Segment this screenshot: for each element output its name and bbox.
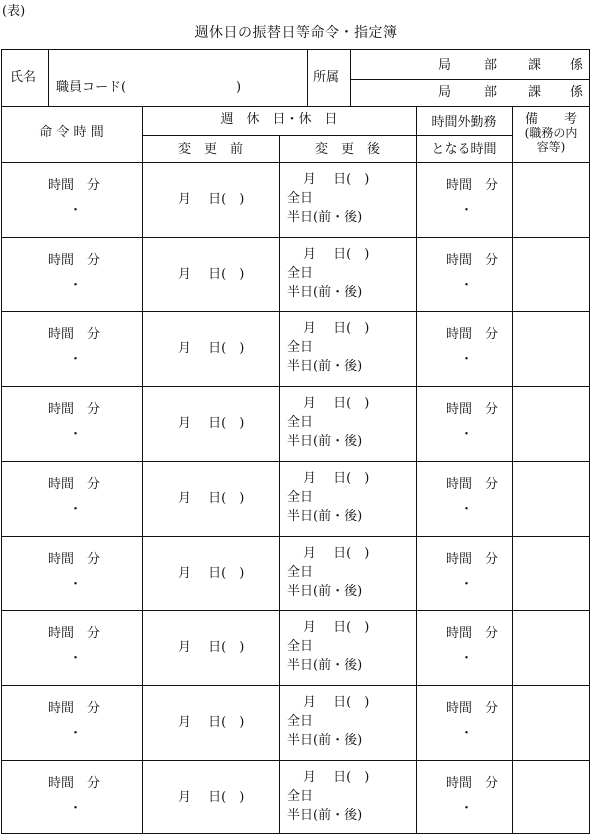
row-divider	[1, 386, 590, 387]
row-divider	[1, 536, 590, 537]
after-date-cell[interactable]: 月 日( )	[303, 321, 370, 337]
dept-unit-1: 係	[570, 58, 584, 73]
overtime-cell[interactable]: 時間 分	[446, 252, 499, 268]
after-full-day[interactable]: 全日	[287, 415, 314, 431]
col-divider-4	[512, 106, 513, 834]
name-label-divider	[48, 49, 49, 106]
form-title: 週休日の振替日等命令・指定簿	[194, 25, 398, 41]
dept-division-2: 部	[484, 85, 498, 100]
before-date-cell[interactable]: 月 日( )	[178, 565, 245, 581]
dept-section-2: 課	[528, 85, 542, 100]
after-date-cell[interactable]: 月 日( )	[303, 396, 370, 412]
overtime-cell[interactable]: 時間 分	[446, 700, 499, 716]
order-time-dot[interactable]: ・	[69, 800, 83, 816]
dept-unit-2: 係	[570, 85, 584, 100]
overtime-dot[interactable]: ・	[460, 352, 474, 368]
row-divider	[1, 461, 590, 462]
before-date-cell[interactable]: 月 日( )	[178, 789, 245, 805]
after-full-day[interactable]: 全日	[287, 564, 314, 580]
order-time-dot[interactable]: ・	[69, 427, 83, 443]
order-time-header: 命 令 時 間	[39, 125, 104, 140]
overtime-cell[interactable]: 時間 分	[446, 402, 499, 418]
order-time-cell[interactable]: 時間 分	[48, 626, 101, 642]
before-date-cell[interactable]: 月 日( )	[178, 416, 245, 432]
before-date-cell[interactable]: 月 日( )	[178, 192, 245, 207]
order-time-dot[interactable]: ・	[69, 203, 83, 218]
remarks-subheader-1: (職務の内	[524, 126, 578, 140]
order-time-cell[interactable]: 時間 分	[48, 700, 101, 716]
order-time-cell[interactable]: 時間 分	[48, 551, 101, 567]
row-divider	[1, 237, 590, 238]
overtime-dot[interactable]: ・	[460, 277, 474, 293]
row-divider	[1, 760, 590, 761]
after-date-cell[interactable]: 月 日( )	[303, 246, 370, 262]
overtime-header-line1: 時間外勤務	[431, 115, 497, 130]
overtime-cell[interactable]: 時間 分	[446, 626, 499, 642]
after-full-day[interactable]: 全日	[287, 265, 314, 281]
holiday-subheader-line	[142, 135, 416, 136]
overtime-dot[interactable]: ・	[460, 203, 474, 218]
after-full-day[interactable]: 全日	[287, 340, 314, 356]
after-half-day[interactable]: 半日(前・後)	[287, 434, 363, 450]
after-full-day[interactable]: 全日	[287, 713, 314, 729]
affiliation-label: 所属	[313, 70, 340, 85]
staff-code-close: )	[236, 80, 242, 95]
dept-bureau-2: 局	[438, 85, 452, 100]
row-divider	[1, 685, 590, 686]
after-date-cell[interactable]: 月 日( )	[303, 545, 370, 561]
col-divider-2	[279, 135, 280, 834]
order-time-dot[interactable]: ・	[69, 725, 83, 741]
overtime-dot[interactable]: ・	[460, 725, 474, 741]
row-divider	[1, 610, 590, 611]
order-time-cell[interactable]: 時間 分	[48, 252, 101, 268]
overtime-dot[interactable]: ・	[460, 501, 474, 517]
overtime-cell[interactable]: 時間 分	[446, 327, 499, 343]
order-time-cell[interactable]: 時間 分	[48, 178, 101, 193]
overtime-dot[interactable]: ・	[460, 651, 474, 667]
after-date-cell[interactable]: 月 日( )	[303, 620, 370, 636]
col-divider-3	[416, 106, 417, 834]
after-half-day[interactable]: 半日(前・後)	[287, 732, 363, 748]
after-change-header: 変 更 後	[314, 142, 380, 157]
overtime-cell[interactable]: 時間 分	[446, 775, 499, 791]
overtime-header-line2: となる時間	[431, 142, 497, 157]
row-divider	[1, 311, 590, 312]
after-full-day[interactable]: 全日	[287, 639, 314, 655]
order-time-dot[interactable]: ・	[69, 352, 83, 368]
name-label: 氏名	[10, 70, 37, 85]
dept-bureau-1: 局	[438, 58, 452, 73]
header-bottom-line	[1, 106, 590, 107]
after-full-day[interactable]: 全日	[287, 788, 314, 804]
order-time-dot[interactable]: ・	[69, 651, 83, 667]
after-date-cell[interactable]: 月 日( )	[303, 470, 370, 486]
affiliation-divider-right	[350, 49, 351, 106]
after-half-day[interactable]: 半日(前・後)	[287, 658, 363, 674]
order-time-dot[interactable]: ・	[69, 501, 83, 517]
before-date-cell[interactable]: 月 日( )	[178, 341, 245, 357]
column-header-bottom	[1, 162, 590, 163]
overtime-cell[interactable]: 時間 分	[446, 178, 499, 193]
after-half-day[interactable]: 半日(前・後)	[287, 210, 363, 225]
after-full-day[interactable]: 全日	[287, 191, 314, 206]
overtime-cell[interactable]: 時間 分	[446, 476, 499, 492]
form-side-label: (表)	[2, 4, 26, 19]
order-time-dot[interactable]: ・	[69, 277, 83, 293]
affiliation-divider-left	[307, 49, 308, 106]
before-date-cell[interactable]: 月 日( )	[178, 266, 245, 282]
after-half-day[interactable]: 半日(前・後)	[287, 359, 363, 375]
order-time-cell[interactable]: 時間 分	[48, 476, 101, 492]
overtime-dot[interactable]: ・	[460, 800, 474, 816]
after-date-cell[interactable]: 月 日( )	[303, 172, 370, 187]
after-date-cell[interactable]: 月 日( )	[303, 694, 370, 710]
remarks-subheader-2: 容等)	[536, 140, 566, 154]
staff-code-label: 職員コード(	[56, 80, 127, 95]
order-time-dot[interactable]: ・	[69, 576, 83, 592]
overtime-dot[interactable]: ・	[460, 576, 474, 592]
after-half-day[interactable]: 半日(前・後)	[287, 508, 363, 524]
remarks-header: 備 考	[524, 112, 577, 127]
before-date-cell[interactable]: 月 日( )	[178, 714, 245, 730]
overtime-dot[interactable]: ・	[460, 427, 474, 443]
overtime-cell[interactable]: 時間 分	[446, 551, 499, 567]
after-full-day[interactable]: 全日	[287, 489, 314, 505]
dept-section-1: 課	[528, 58, 542, 73]
dept-division-1: 部	[484, 58, 498, 73]
after-half-day[interactable]: 半日(前・後)	[287, 583, 363, 599]
order-time-cell[interactable]: 時間 分	[48, 327, 101, 343]
col-divider-1	[142, 106, 143, 834]
before-change-header: 変 更 前	[177, 142, 243, 157]
holiday-group-header: 週 休 日・休 日	[220, 112, 338, 127]
before-date-cell[interactable]: 月 日( )	[178, 640, 245, 656]
order-time-cell[interactable]: 時間 分	[48, 775, 101, 791]
dept-row-divider	[350, 79, 590, 80]
after-date-cell[interactable]: 月 日( )	[303, 769, 370, 785]
after-half-day[interactable]: 半日(前・後)	[287, 807, 363, 823]
before-date-cell[interactable]: 月 日( )	[178, 490, 245, 506]
overtime-header-line	[416, 135, 512, 136]
order-time-cell[interactable]: 時間 分	[48, 402, 101, 418]
after-half-day[interactable]: 半日(前・後)	[287, 284, 363, 300]
